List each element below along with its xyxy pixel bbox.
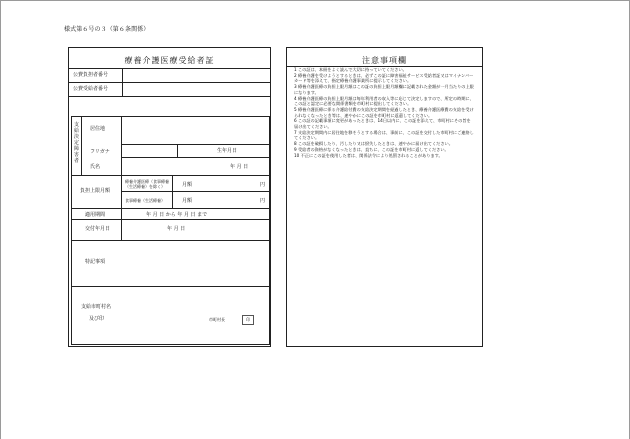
furigana-label: フリガナ — [90, 149, 110, 155]
note-item: 1 この証は、本冊をよく読んで大切に持っていてください。 — [294, 67, 407, 72]
left-border — [0, 0, 1, 439]
notes-list — [294, 67, 474, 158]
public-recipient-label: 公費受給者番号 — [73, 86, 109, 92]
note-item: 4 療養介護医療の負担上限月額は毎年利用者の収入等に応じて決定しますので、所定の時期に、この証と認定に必要な関係書類を市町村に提出してください。 — [294, 95, 474, 107]
issue-label: 交付年月日 — [85, 226, 111, 232]
note-item: 8 この証を破損したり、汚したり又は紛失したときは、速やかに届け出てください。 — [294, 141, 453, 147]
date-placeholder: 年 月 日 — [230, 164, 249, 170]
note-item: 9 受給者の資格がなくなったときは、直ちに、この証を市町村に返してください。 — [294, 146, 449, 152]
note-item: 6 この証の記載事項に変更があったときは、14日以内に、この証を添えて、市町村にその旨を届け出てください。 — [294, 118, 471, 130]
limit-yen-1: 円 — [260, 182, 266, 188]
note-item: 2 療養介護を受けようとするときは、必ずこの証に障害福祉サービス受給者証又はマイナンバーカード等を添えて、指定療養介護事業所に提示してください。 — [294, 72, 474, 84]
residence-label: 居住地 — [90, 126, 106, 132]
seal-stamp: 印 — [242, 315, 254, 325]
limit-month-amount-2: 月額 — [182, 198, 193, 204]
limit-label: 負担上限月額 — [80, 188, 111, 194]
period-value: 年 月 日 から 年 月 日 まで — [146, 212, 208, 218]
period-label: 適用期間 — [85, 212, 106, 218]
certificate-title: 療養介護医療受給者証 — [124, 56, 215, 65]
notes-panel — [286, 47, 483, 347]
notes-title: 注意事項欄 — [362, 56, 407, 65]
limit-item-2: 食事療養（生活療養） — [125, 198, 165, 203]
title-separator — [69, 68, 270, 69]
public-payer-label: 公費負担者番号 — [73, 72, 109, 78]
note-item: 10 不正にこの証を使用した者は、関係法令により処罰されることがあります。 — [294, 152, 443, 158]
name-label: 氏名 — [90, 164, 101, 170]
note-item: 5 療養介護医療に係る介護給付費の支給決定期間を経過したとき、療養介護医療費の支給を受けられなくなったとき等は、速やかにこの証を市町村に返還してください。 — [294, 106, 474, 118]
recipient-table — [71, 116, 270, 345]
mayor-stamp-label: 市町村長 — [209, 317, 225, 322]
limit-month-amount-1: 月額 — [182, 182, 193, 188]
seal-label: 及び印 — [89, 316, 105, 322]
limit-yen-2: 円 — [260, 198, 266, 204]
issue-value: 年 月 日 — [167, 226, 186, 232]
municipality-label: 支給市町村名 — [81, 304, 112, 310]
birth-label: 生年月日 — [217, 148, 238, 154]
remarks-label: 特記事項 — [85, 259, 106, 265]
note-item: 7 支給決定期間内に居住地を移そうとする場合は、事前に、この証を交付した市町村にご連絡してください。 — [294, 129, 474, 141]
form-id: 様式第６号の３（第６条関係） — [64, 26, 150, 33]
certificate-front-panel — [68, 47, 271, 347]
limit-item-1: 療養介護医療（食事療養（生活療養）を除く） — [125, 179, 169, 189]
top-border — [0, 0, 630, 1]
beneficiary-vertical-label: 支給決定障害者 — [73, 122, 79, 164]
note-item: 3 療養介護医療の負担上限月額はこの証の負担上限月額欄に記載された金額が一月当たりの上限になります。 — [294, 84, 474, 95]
